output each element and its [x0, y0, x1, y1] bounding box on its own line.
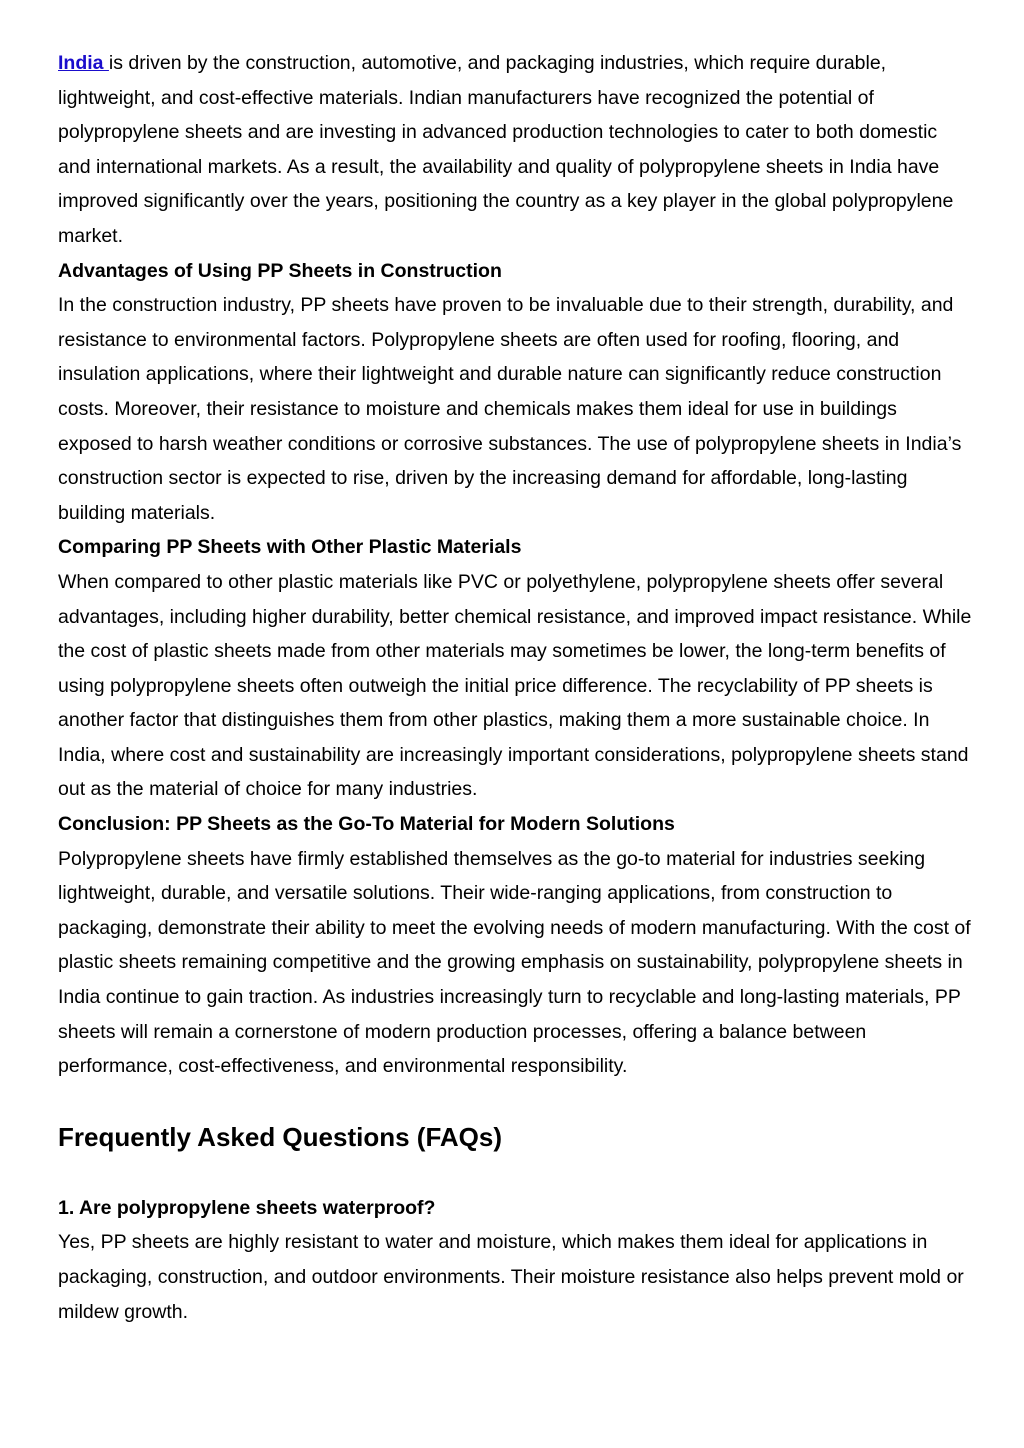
section-heading-comparison: Comparing PP Sheets with Other Plastic Materials — [58, 536, 522, 559]
section-heading-conclusion: Conclusion: PP Sheets as the Go-To Material for Modern Solutions — [58, 813, 675, 836]
section-body-comparison: When compared to other plastic materials like PVC or polyethylene, polypropylene sheets offer several advantages, including higher durability, better chemical resistance, and improved impact resistance. While the cost of plastic sheets made from other materials may sometimes be lower, the long-term benefits of using polypropylene sheets often outweigh the initial price difference. The recyclability of PP sheets is another factor that distinguishes them from other plastics, making them a more sustainable choice. In India, where cost and sustainability are increasingly important considerations, polypropylene sheets stand out as the material of choice for many industries. — [58, 570, 972, 801]
section-body-conclusion: Polypropylene sheets have firmly established themselves as the go-to material for industries seeking lightweight, durable, and versatile solutions. Their wide-ranging applications, from construction to packaging, demonstrate their ability to meet the evolving needs of modern manufacturing. With the cost of plastic sheets remaining competitive and the growing emphasis on sustainability, polypropylene sheets in India continue to gain traction. As industries increasingly turn to recyclable and long-lasting materials, PP sheets will remain a cornerstone of modern production processes, offering a balance between performance, cost-effectiveness, and environmental responsibility. — [58, 847, 971, 1078]
india-link[interactable]: India — [58, 52, 109, 74]
faq-heading: Frequently Asked Questions (FAQs) — [58, 1121, 503, 1152]
faq-answer: Yes, PP sheets are highly resistant to water and moisture, which makes them ideal for applications in packaging, construction, and outdoor environments. Their moisture resistance also helps prevent mold or mildew growth. — [58, 1231, 964, 1323]
intro-paragraph — [58, 46, 974, 254]
intro-text: is driven by the construction, automotive, and packaging industries, which require durable, lightweight, and cost-effective materials. Indian manufacturers have recognized the potential of polypropylene sheets and are investing in advanced production technologies to cater to both domestic and international markets. As a result, the availability and quality of polypropylene sheets in India have improved significantly over the years, positioning the country as a key player in the global polypropylene market. — [58, 52, 954, 247]
faq-question: 1. Are polypropylene sheets waterproof? — [58, 1196, 436, 1219]
section-body-construction: In the construction industry, PP sheets have proven to be invaluable due to their strength, durability, and resistance to environmental factors. Polypropylene sheets are often used for roofing, flooring, and insulation applications, where their lightweight and durable nature can significantly reduce construction costs. Moreover, their resistance to moisture and chemicals makes them ideal for use in buildings exposed to harsh weather conditions or corrosive substances. The use of polypropylene sheets in India’s construction sector is expected to rise, driven by the increasing demand for affordable, long-lasting building materials. — [58, 294, 962, 524]
section-heading-construction: Advantages of Using PP Sheets in Construction — [58, 259, 502, 282]
